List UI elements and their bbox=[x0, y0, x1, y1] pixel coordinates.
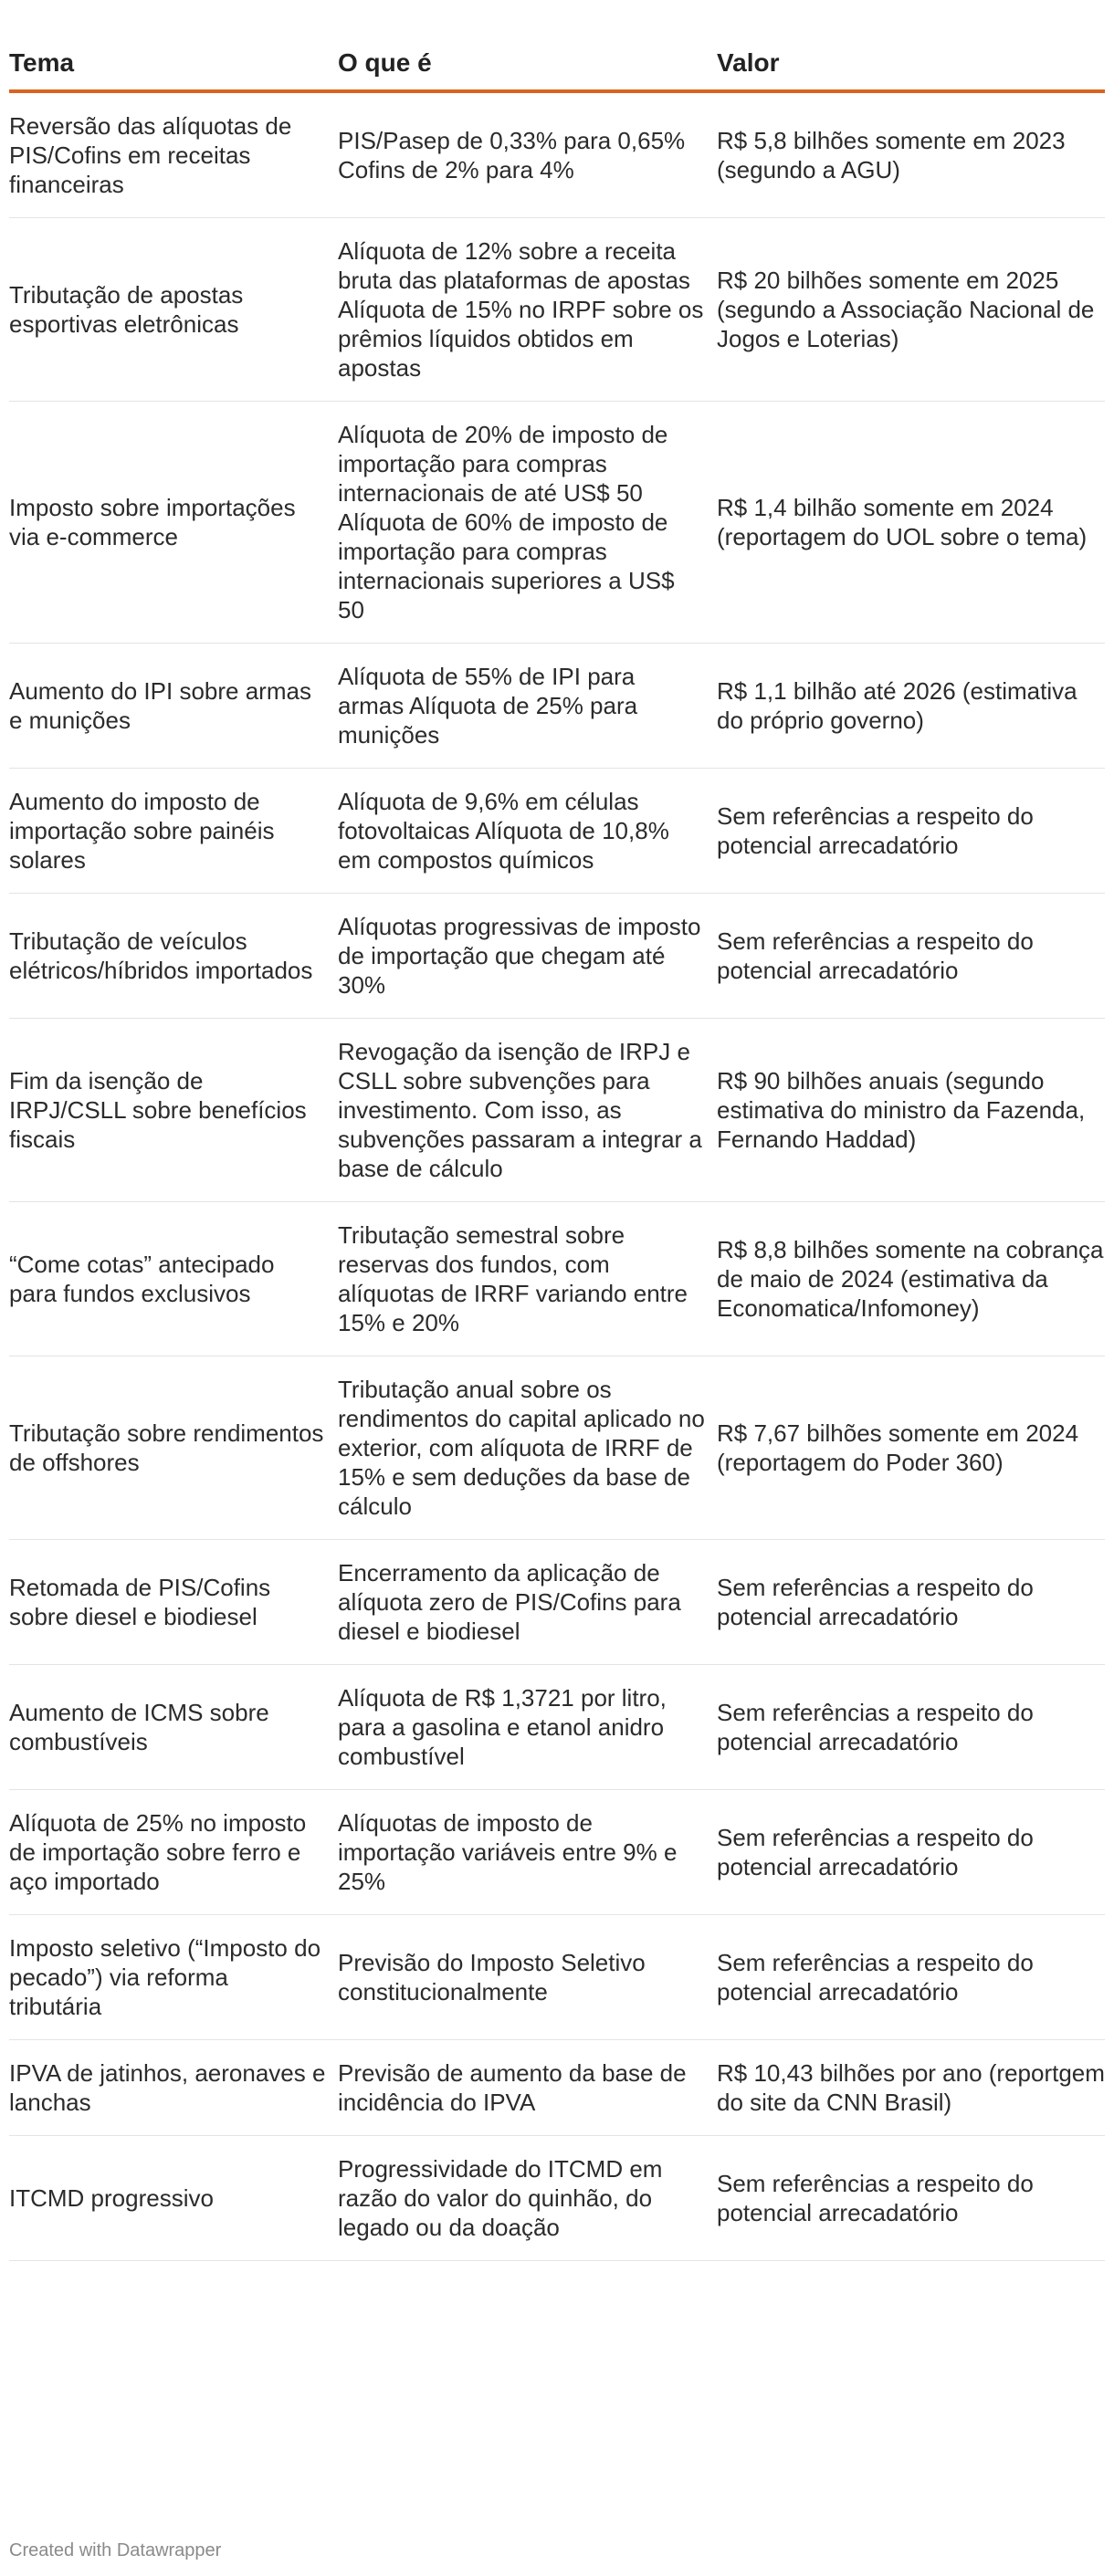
cell-value: R$ 8,8 bilhões somente na cobrança de maio de 2024 (estimativa da Economatica/Infomoney) bbox=[717, 1202, 1105, 1356]
cell-topic: Imposto sobre importações via e-commerce bbox=[9, 402, 338, 644]
table-header bbox=[9, 33, 1105, 91]
cell-topic: Alíquota de 25% no imposto de importação sobre ferro e aço importado bbox=[9, 1790, 338, 1915]
table-row bbox=[9, 644, 1105, 769]
table-row bbox=[9, 1790, 1105, 1915]
cell-topic: ITCMD progressivo bbox=[9, 2136, 338, 2261]
cell-what: Alíquota de R$ 1,3721 por litro, para a gasolina e etanol anidro combustível bbox=[338, 1665, 717, 1790]
cell-topic: Aumento de ICMS sobre combustíveis bbox=[9, 1665, 338, 1790]
cell-topic: Reversão das alíquotas de PIS/Cofins em receitas financeiras bbox=[9, 91, 338, 218]
table-row bbox=[9, 218, 1105, 402]
cell-value: Sem referências a respeito do potencial arrecadatório bbox=[717, 1915, 1105, 2040]
table-row bbox=[9, 894, 1105, 1019]
table-body bbox=[9, 91, 1105, 2261]
column-header-value[interactable]: Valor bbox=[717, 33, 1105, 91]
cell-topic: Imposto seletivo (“Imposto do pecado”) via reforma tributária bbox=[9, 1915, 338, 2040]
datawrapper-credit: Created with Datawrapper bbox=[9, 2540, 222, 2560]
cell-what: Previsão de aumento da base de incidência do IPVA bbox=[338, 2040, 717, 2136]
cell-value: Sem referências a respeito do potencial arrecadatório bbox=[717, 1540, 1105, 1665]
cell-topic: Tributação de apostas esportivas eletrônicas bbox=[9, 218, 338, 402]
cell-what: PIS/Pasep de 0,33% para 0,65% Cofins de 2% para 4% bbox=[338, 91, 717, 218]
cell-value: R$ 1,1 bilhão até 2026 (estimativa do próprio governo) bbox=[717, 644, 1105, 769]
cell-topic: Tributação de veículos elétricos/híbridos importados bbox=[9, 894, 338, 1019]
table-row bbox=[9, 769, 1105, 894]
cell-value: Sem referências a respeito do potencial arrecadatório bbox=[717, 769, 1105, 894]
table-row bbox=[9, 1202, 1105, 1356]
cell-what: Tributação anual sobre os rendimentos do capital aplicado no exterior, com alíquota de IRRF de 15% e sem deduções da base de cálculo bbox=[338, 1356, 717, 1540]
cell-value: R$ 20 bilhões somente em 2025 (segundo a Associação Nacional de Jogos e Loterias) bbox=[717, 218, 1105, 402]
cell-value: Sem referências a respeito do potencial arrecadatório bbox=[717, 1790, 1105, 1915]
cell-what: Progressividade do ITCMD em razão do valor do quinhão, do legado ou da doação bbox=[338, 2136, 717, 2261]
cell-topic: IPVA de jatinhos, aeronaves e lanchas bbox=[9, 2040, 338, 2136]
cell-what: Tributação semestral sobre reservas dos fundos, com alíquotas de IRRF variando entre 15% e 20% bbox=[338, 1202, 717, 1356]
table-row bbox=[9, 1665, 1105, 1790]
cell-value: R$ 1,4 bilhão somente em 2024 (reportagem do UOL sobre o tema) bbox=[717, 402, 1105, 644]
cell-topic: Tributação sobre rendimentos de offshores bbox=[9, 1356, 338, 1540]
cell-what: Alíquota de 20% de imposto de importação para compras internacionais de até US$ 50 Alíquota de 60% de imposto de importação para compras internacionais superiores a US$ 50 bbox=[338, 402, 717, 644]
cell-topic: Aumento do imposto de importação sobre painéis solares bbox=[9, 769, 338, 894]
cell-what: Alíquotas progressivas de imposto de importação que chegam até 30% bbox=[338, 894, 717, 1019]
column-header-what[interactable]: O que é bbox=[338, 33, 717, 91]
cell-topic: Fim da isenção de IRPJ/CSLL sobre benefícios fiscais bbox=[9, 1019, 338, 1202]
cell-what: Alíquota de 9,6% em células fotovoltaicas Alíquota de 10,8% em compostos químicos bbox=[338, 769, 717, 894]
cell-what: Alíquota de 55% de IPI para armas Alíquota de 25% para munições bbox=[338, 644, 717, 769]
cell-value: R$ 5,8 bilhões somente em 2023 (segundo a AGU) bbox=[717, 91, 1105, 218]
header-row bbox=[9, 33, 1105, 91]
cell-value: Sem referências a respeito do potencial arrecadatório bbox=[717, 894, 1105, 1019]
cell-topic: “Come cotas” antecipado para fundos exclusivos bbox=[9, 1202, 338, 1356]
cell-what: Previsão do Imposto Seletivo constitucionalmente bbox=[338, 1915, 717, 2040]
cell-what: Alíquotas de imposto de importação variáveis entre 9% e 25% bbox=[338, 1790, 717, 1915]
tax-measures-table bbox=[9, 33, 1105, 2261]
table-row bbox=[9, 91, 1105, 218]
cell-topic: Aumento do IPI sobre armas e munições bbox=[9, 644, 338, 769]
table-row bbox=[9, 2136, 1105, 2261]
table-row bbox=[9, 402, 1105, 644]
cell-value: Sem referências a respeito do potencial arrecadatório bbox=[717, 2136, 1105, 2261]
cell-value: R$ 7,67 bilhões somente em 2024 (reportagem do Poder 360) bbox=[717, 1356, 1105, 1540]
column-header-topic[interactable]: Tema bbox=[9, 33, 338, 91]
table-row bbox=[9, 1019, 1105, 1202]
cell-what: Alíquota de 12% sobre a receita bruta das plataformas de apostas Alíquota de 15% no IRPF sobre os prêmios líquidos obtidos em apostas bbox=[338, 218, 717, 402]
cell-value: Sem referências a respeito do potencial arrecadatório bbox=[717, 1665, 1105, 1790]
table-row bbox=[9, 1915, 1105, 2040]
cell-what: Encerramento da aplicação de alíquota zero de PIS/Cofins para diesel e biodiesel bbox=[338, 1540, 717, 1665]
cell-what: Revogação da isenção de IRPJ e CSLL sobre subvenções para investimento. Com isso, as subvenções passaram a integrar a base de cálculo bbox=[338, 1019, 717, 1202]
cell-value: R$ 10,43 bilhões por ano (reportgem do site da CNN Brasil) bbox=[717, 2040, 1105, 2136]
table-row bbox=[9, 2040, 1105, 2136]
cell-topic: Retomada de PIS/Cofins sobre diesel e biodiesel bbox=[9, 1540, 338, 1665]
table-row bbox=[9, 1356, 1105, 1540]
cell-value: R$ 90 bilhões anuais (segundo estimativa do ministro da Fazenda, Fernando Haddad) bbox=[717, 1019, 1105, 1202]
tax-table-container bbox=[9, 33, 1105, 2261]
table-row bbox=[9, 1540, 1105, 1665]
